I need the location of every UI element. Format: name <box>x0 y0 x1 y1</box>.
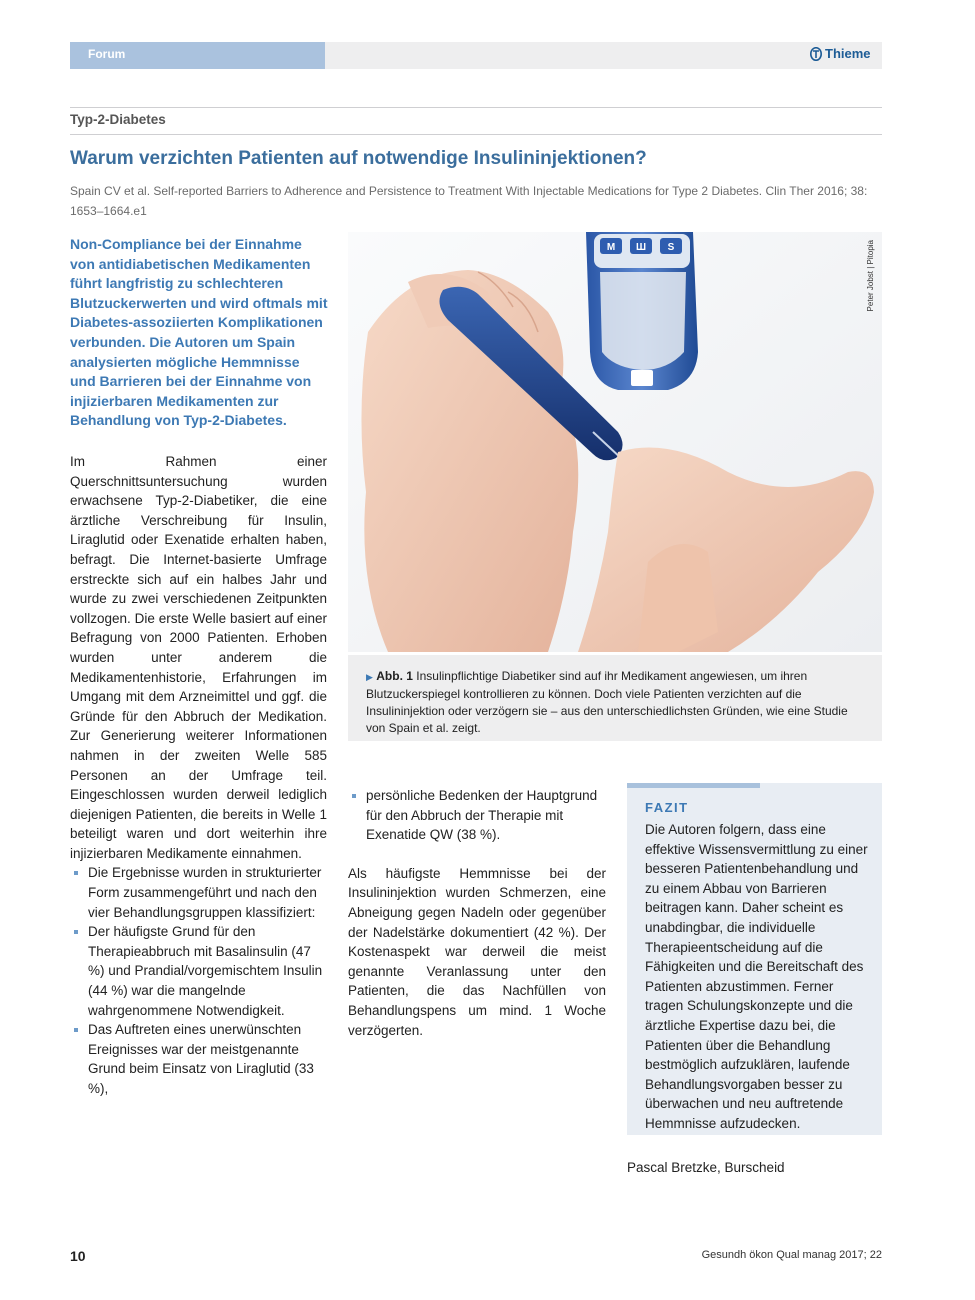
insulin-pen-illustration <box>348 232 882 652</box>
journal-reference: Gesundh ökon Qual manag 2017; 22 <box>701 1249 882 1261</box>
meter-button-mid: Ш <box>635 242 647 253</box>
fazit-text: Die Autoren folgern, dass eine effektive Wissensvermittlung zu einer besseren Patientenbehandlung und zu einem Abbau von Barrieren beitragen kann. Daher scheint es unabdingbar, die individuelle Therapieentscheidung auf die Fähigkeiten und die Bereitschaft des Patienten abzustimmen. Ferner tragen Schulungskonzepte und die ärztliche Expertise dazu bei, die Patienten über die Behandlung bestmöglich aufzuklären, laufende Behandlungsvorgaben besser zu überwachen und neu auftretende Hemmnisse aufzudecken. <box>645 822 868 1131</box>
publisher-logo <box>810 46 871 61</box>
section-rule-top <box>70 107 882 108</box>
body-column-2 <box>348 786 606 1040</box>
page-number: 10 <box>70 1248 86 1264</box>
publisher-name: Thieme <box>825 46 871 61</box>
list-item: Die Ergebnisse wurden in strukturierter Form zusammengeführt und nach den vier Behandlungsgruppen klassifiziert: <box>70 863 327 922</box>
meter-button-s: S <box>667 242 675 253</box>
section-rule-bottom <box>70 134 882 135</box>
fazit-title: FAZIT <box>645 800 689 815</box>
meter-button-m: M <box>606 242 616 253</box>
figure-caption <box>366 668 866 737</box>
list-item: Das Auftreten eines unerwünschten Ereignisses war der meistgenannte Grund beim Einsatz von Liraglutid (33 %), <box>70 1020 327 1098</box>
results-list <box>70 863 327 1098</box>
lead-paragraph: Non-Compliance bei der Einnahme von antidiabetischen Medikamenten führt langfristig zu schlechteren Blutzuckerwerten und wird oftmals mit Diabetes-assoziierten Komplikationen verbunden. Die Autoren um Spain analysierten mögliche Hemmnisse und Barrieren bei der Einnahme von injizierbaren Medikamenten zur Behandlung von Typ-2-Diabetes. <box>70 236 328 429</box>
photo-credit: Peter Jobst | Pitopia <box>866 240 875 312</box>
article-title: Warum verzichten Patienten auf notwendige Insulininjektionen? <box>70 148 647 169</box>
forum-tab-label: Forum <box>88 47 126 61</box>
thieme-logo-icon <box>810 47 822 61</box>
body-paragraph-2: Als häufigste Hemmnisse bei der Insulininjektion wurden Schmerzen, eine Abneigung gegen Nadeln oder gegenüber der Nadelstärke dokumentiert (42 %). Der Kostenaspekt war derweil die meist genannte Veranlassung unter den Patienten, die das Nachfüllen von Behandlungspens um mind. 1 Woche verzögerten. <box>348 865 606 1038</box>
citation: Spain CV et al. Self-reported Barriers to Adherence and Persistence to Treatment With Injectable Medications for Type 2 Diabetes. Clin Ther 2016; 38: 1653–1664.e1 <box>70 184 868 218</box>
body-column-1 <box>70 452 327 1099</box>
figure-photo <box>348 232 882 652</box>
caption-arrow-icon: ▶ <box>366 672 373 682</box>
section-label: Typ-2-Diabetes <box>70 112 166 127</box>
list-item: Der häufigste Grund für den Therapieabbruch mit Basalinsulin (47 %) und Prandial/vorgemischtem Insulin (44 %) war die mangelnde wahrgenommene Notwendigkeit. <box>70 922 327 1020</box>
list-item: persönliche Bedenken der Hauptgrund für den Abbruch der Therapie mit Exenatide QW (38 %). <box>348 786 606 845</box>
author: Pascal Bretzke, Burscheid <box>627 1160 785 1175</box>
caption-label: Abb. 1 <box>376 669 413 683</box>
fazit-accent-bar <box>627 783 760 788</box>
caption-text: Insulinpflichtige Diabetiker sind auf ihr Medikament angewiesen, um ihren Blutzuckerspiegel kontrollieren zu können. Doch viele Patienten verzichten auf die Insulininjektion oder verzögern sie – aus den unterschiedlichsten Gründen, wie eine Studie von Spain et al. zeigt. <box>366 669 848 735</box>
body-paragraph: Im Rahmen einer Querschnittsuntersuchung wurden erwachsene Typ-2-Diabetiker, die eine ärztliche Verschreibung für Insulin, Liraglutid oder Exenatide erhalten haben, befragt. Die Internet-basierte Umfrage erstreckte sich auf ein halbes Jahr und wurde zu zwei verschiedenen Zeitpunkten vollzogen. Die erste Welle basiert auf einer Befragung von 2000 Patienten. Erhoben wurden unter anderem die Medikamentenhistorie, Erfahrungen im Umgang mit dem Arzneimittel und ggf. die Gründe für den Abbruch der Medikation. Zur Generierung weiterer Informationen nahmen in der zweiten Welle 585 Personen an der Umfrage teil. Eingeschlossen wurden derweil lediglich diejenigen Patienten, die bereits in Welle 1 beteiligt waren und dort weiterhin ihre injizierbaren Medikamente einnahmen. <box>70 454 327 861</box>
results-list-continued <box>348 786 606 845</box>
